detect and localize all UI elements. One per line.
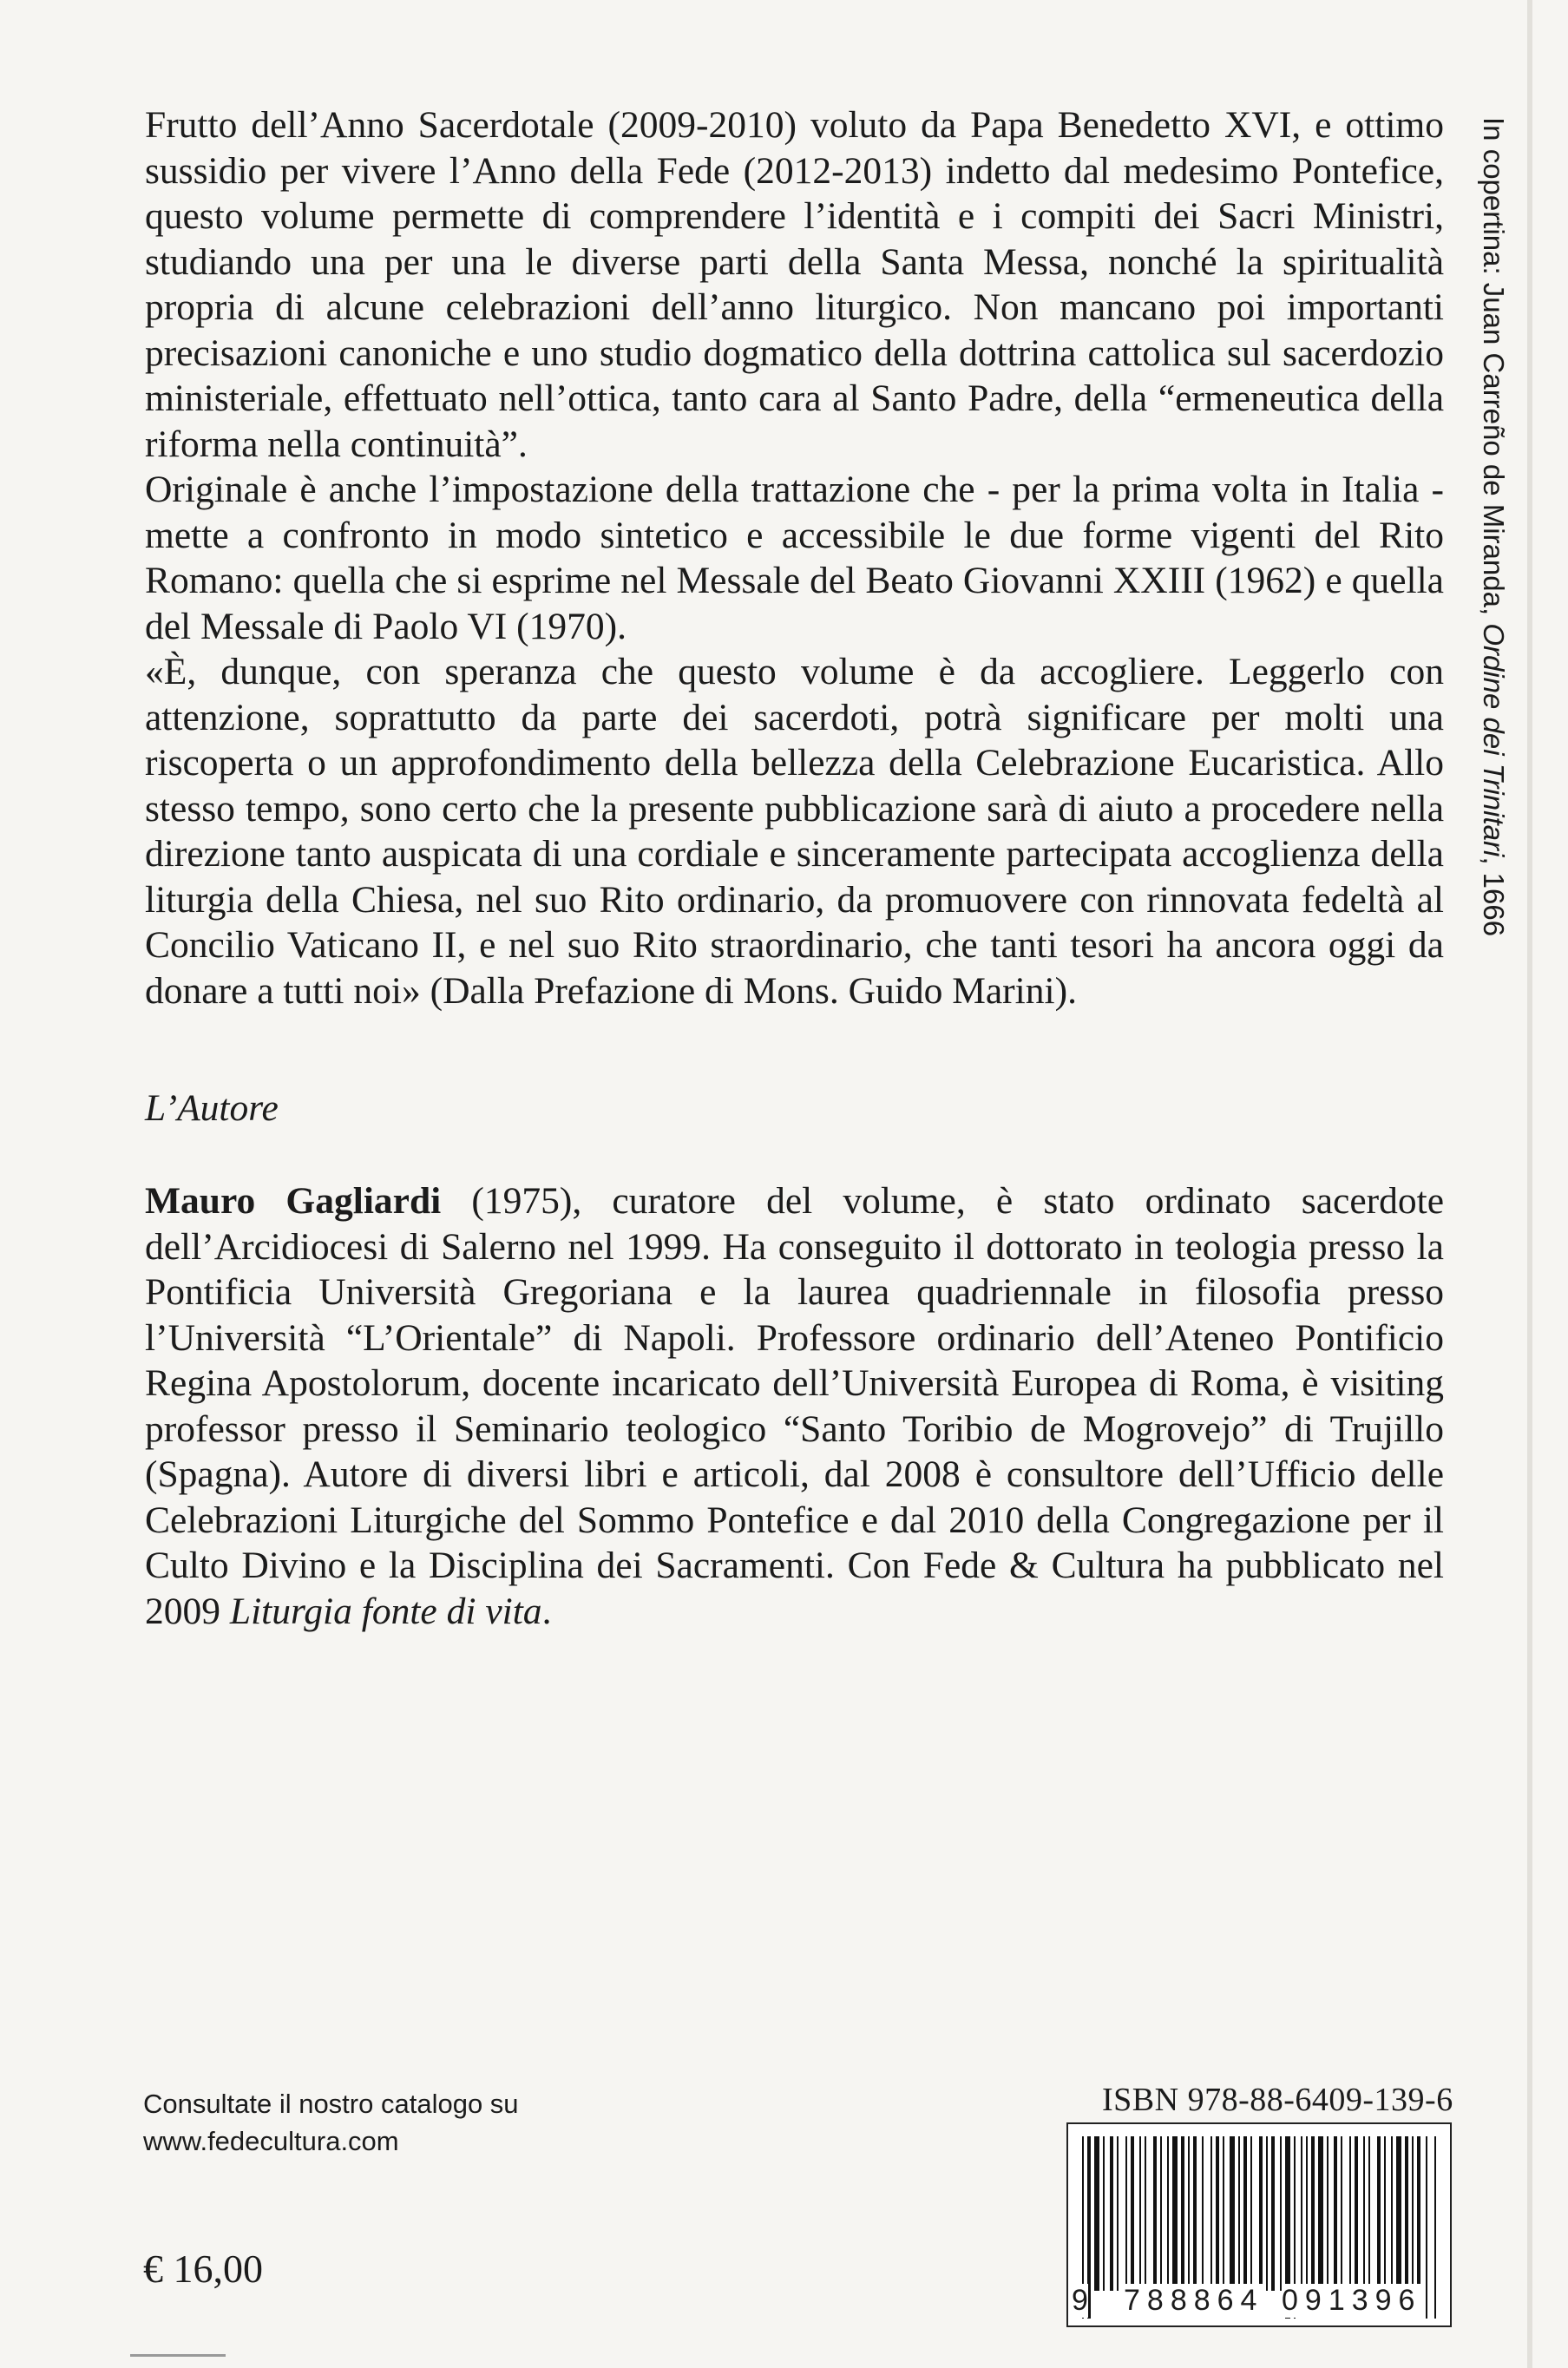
catalog-url: www.fedecultura.com: [143, 2126, 399, 2156]
barcode-bar: [1259, 2136, 1263, 2291]
barcode-bar: [1238, 2136, 1240, 2291]
barcode-bar: [1202, 2136, 1204, 2291]
cover-credit: [1477, 117, 1510, 936]
barcode-bar: [1094, 2136, 1099, 2291]
barcode-bar: [1349, 2136, 1351, 2291]
edge-mark: [130, 2354, 226, 2357]
author-bio-end: .: [541, 1590, 552, 1632]
blurb-paragraph: Originale è anche l’impostazione della trattazione che - per la prima volta in Italia - mette a confronto in modo sintetico e accessibile le due forme vigenti del Rito Romano: quella che si esprime nel Messale del Beato Giovanni XXIII (1962) e quella del Messale di Paolo VI (1970).: [145, 469, 1444, 647]
barcode-bar: [1160, 2136, 1162, 2291]
barcode-bar: [1103, 2136, 1105, 2291]
barcode-bar: [1341, 2136, 1342, 2291]
author-bio-text: (1975), curatore del volume, è stato ordinato sacerdote dell’Arcidiocesi di Salerno nel 1999. Ha conseguito il dottorato in teologia presso la Pontificia Università Gregoriana e la laurea quadriennale in filosofia presso l’Università “L’Orientale” di Napoli. Professore ordinario dell’Ateneo Pontificio Regina Apostolorum, docente incaricato dell’Università Europea di Roma, è visiting professor presso il Seminario teologico “Santo Toribio de Mogrovejo” di Trujillo (Spagna). Autore di diversi libri e articoli, dal 2008 è consultore dell’Ufficio delle Celebrazioni Liturgiche del Sommo Pontefice e dal 2010 della Congregazione per il Culto Divino e la Disciplina dei Sacramenti. Con Fede & Cultura ha pubblicato nel 2009: [145, 1180, 1444, 1632]
barcode-bar: [1355, 2136, 1358, 2291]
barcode-bar: [1210, 2136, 1212, 2291]
barcode-bar: [1327, 2136, 1329, 2291]
barcode-bar: [1110, 2136, 1113, 2291]
barcode-bar: [1131, 2136, 1134, 2291]
barcode-bar: [1363, 2136, 1365, 2291]
author-heading: L’Autore: [145, 1087, 279, 1129]
author-bio: [145, 1178, 1444, 1634]
back-cover-blurb: [145, 102, 1444, 1013]
barcode-bar: [1271, 2136, 1275, 2291]
barcode-bar: [1405, 2136, 1408, 2291]
author-name: Mauro Gagliardi: [145, 1180, 442, 1222]
barcode-bar: [1230, 2136, 1235, 2291]
barcode-bar: [1172, 2136, 1178, 2291]
price: € 16,00: [143, 2247, 263, 2291]
cover-credit-prefix: In copertina: Juan Carreño de Miranda,: [1478, 117, 1510, 624]
barcode-bar: [1223, 2136, 1224, 2291]
barcode-bar: [1216, 2136, 1219, 2291]
barcode-bar: [1117, 2136, 1119, 2291]
barcode-bar: [1318, 2136, 1323, 2291]
barcode-bar: [1250, 2136, 1252, 2291]
spine-edge: [1527, 0, 1532, 2368]
isbn-label: ISBN 978-88-6409-139-6: [1102, 2082, 1453, 2118]
barcode-bar: [1306, 2136, 1308, 2291]
catalog-note: [143, 2085, 519, 2160]
barcode-bar: [1334, 2136, 1337, 2291]
cover-credit-work: Ordine dei Trinitari: [1478, 623, 1510, 857]
barcode-digits-right: 091396: [1282, 2284, 1422, 2317]
barcode-bar: [1368, 2136, 1370, 2291]
barcode-digit-first: 9: [1072, 2284, 1088, 2317]
barcode-bar: [1139, 2136, 1141, 2291]
barcode-bar: [1417, 2136, 1420, 2291]
barcode-bar: [1412, 2136, 1414, 2291]
barcode-bar: [1426, 2136, 1427, 2319]
barcode-bar: [1188, 2136, 1190, 2291]
barcode-bar: [1125, 2136, 1127, 2291]
blurb-paragraph: Frutto dell’Anno Sacerdotale (2009-2010) voluto da Papa Benedetto XVI, e ottimo sussidio per vivere l’Anno della Fede (2012-2013) indetto dal medesimo Pontefice, questo volume permette di comprendere l’identità e i compiti dei Sacri Ministri, studiando una per una le diverse parti della Santa Messa, nonché la spiritualità propria di alcune celebrazioni dell’anno liturgico. Non mancano poi importanti precisazioni canoniche e uno studio dogmatico della dottrina cattolica sul sacerdozio ministeriale, effettuato nell’ottica, tanto cara al Santo Padre, della “ermeneutica della riforma nella continuità”.: [145, 104, 1444, 465]
cover-credit-year: , 1666: [1478, 856, 1510, 937]
barcode-bar: [1384, 2136, 1386, 2291]
barcode-bar: [1377, 2136, 1381, 2291]
barcode-digits-left: 788864: [1124, 2284, 1264, 2317]
blurb-quote-paragraph: «È, dunque, con speranza che questo volume è da accogliere. Leggerlo con attenzione, soprattutto da parte dei sacerdoti, potrà significare per molti una riscoperta o un approfondimento della bellezza della Celebrazione Eucaristica. Allo stesso tempo, sono certo che la presente pubblicazione sarà di aiuto a procedere nella direzione tanto auspicata di una cordiale e sinceramente partecipata accoglienza della liturgia della Chiesa, nel suo Rito ordinario, da promuovere con rinnovata fedeltà al Concilio Vaticano II, e nel suo Rito straordinario, che tanti tesori ha ancora oggi da donare a tutti noi» (Dalla Prefazione di Mons. Guido Marini).: [145, 651, 1444, 1012]
barcode-bar: [1266, 2136, 1268, 2291]
barcode-bar: [1311, 2136, 1315, 2291]
barcode-bar: [1153, 2136, 1157, 2291]
barcode-bar: [1243, 2136, 1247, 2291]
author-book-title: Liturgia fonte di vita: [229, 1590, 542, 1632]
barcode-bar: [1391, 2136, 1393, 2291]
barcode-bar: [1396, 2136, 1401, 2291]
barcode-bar: [1434, 2136, 1436, 2319]
barcode-bar: [1167, 2136, 1169, 2291]
barcode-bar: [1181, 2136, 1184, 2291]
catalog-line: Consultate il nostro catalogo su: [143, 2089, 519, 2119]
barcode-bar: [1193, 2136, 1197, 2291]
barcode-bar: [1301, 2136, 1302, 2291]
barcode-bar: [1145, 2136, 1146, 2291]
barcode-bar: [1280, 2136, 1282, 2291]
